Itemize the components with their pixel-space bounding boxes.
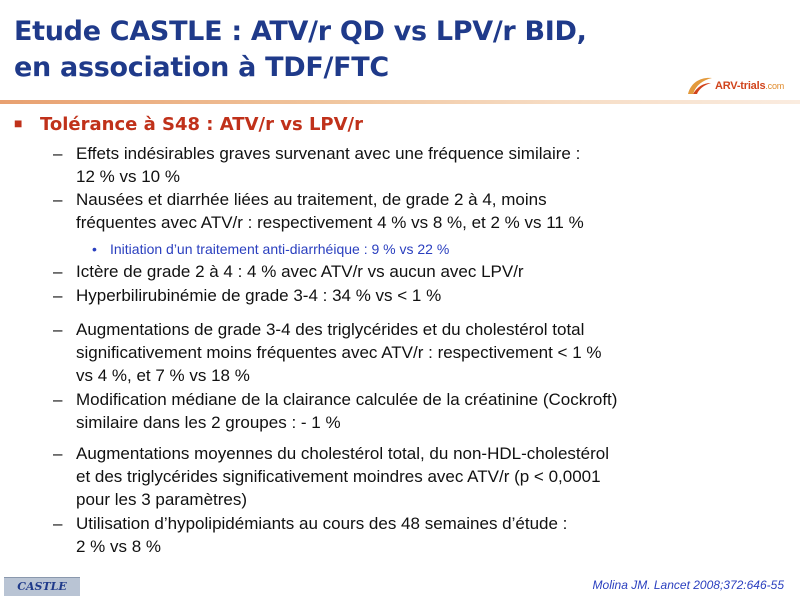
list-item-text [76, 512, 786, 558]
section-heading: Tolérance à S48 : ATV/r vs LPV/r [40, 114, 363, 135]
list-item-line: Hyperbilirubinémie de grade 3-4 : 34 % vs < 1 % [76, 286, 442, 305]
slide-title-line-1: Etude CASTLE : ATV/r QD vs LPV/r BID, [14, 16, 587, 47]
slide-title [14, 14, 614, 86]
logo-name: ARV-trials [715, 80, 766, 92]
list-item-line: similaire dans les 2 groupes : - 1 % [76, 413, 341, 432]
list-item-line: pour les 3 paramètres) [76, 490, 248, 509]
list-item-text [76, 388, 786, 434]
list-item-line: 2 % vs 8 % [76, 537, 162, 556]
square-bullet-icon: ■ [14, 115, 23, 131]
list-item-line: Utilisation d’hypolipidémiants au cours des 48 semaines d’étude : [76, 514, 568, 533]
sub-list-item-text: Initiation d’un traitement anti-diarrhéique : 9 % vs 22 % [110, 241, 450, 257]
list-item-line: Modification médiane de la clairance calculée de la créatinine (Cockroft) [76, 390, 618, 409]
header-rule [0, 100, 800, 104]
list-item-line: Augmentations moyennes du cholestérol total, du non-HDL-cholestérol [76, 444, 609, 463]
list-item-line: Effets indésirables graves survenant avec une fréquence similaire : [76, 144, 581, 163]
dash-bullet: – [53, 286, 63, 305]
list-item-text [76, 188, 786, 234]
list-item-line: Nausées et diarrhée liées au traitement, de grade 2 à 4, moins [76, 190, 547, 209]
list-item-line: 12 % vs 10 % [76, 167, 180, 186]
list-item-text [76, 142, 786, 188]
dash-bullet: – [53, 390, 63, 409]
castle-badge: CASTLE [4, 577, 80, 596]
logo-swoosh-icon [685, 74, 715, 98]
list-item-line: Augmentations de grade 3-4 des triglycérides et du cholestérol total [76, 320, 585, 339]
dash-bullet: – [53, 190, 63, 209]
list-item-text [76, 260, 786, 283]
logo-suffix: .com [765, 81, 785, 91]
list-item-text [76, 284, 786, 307]
dash-bullet: – [53, 444, 63, 463]
dash-bullet: – [53, 144, 63, 163]
list-item-line: fréquentes avec ATV/r : respectivement 4 % vs 8 %, et 2 % vs 11 % [76, 213, 584, 232]
slide-title-line-2: en association à TDF/FTC [14, 52, 389, 83]
list-item-line: vs 4 %, et 7 % vs 18 % [76, 366, 250, 385]
dot-bullet: • [92, 241, 97, 257]
arv-trials-logo [685, 74, 784, 98]
logo-text [715, 80, 784, 92]
reference-citation: Molina JM. Lancet 2008;372:646-55 [592, 578, 784, 592]
list-item-text [76, 442, 786, 511]
dash-bullet: – [53, 514, 63, 533]
list-item-text [76, 318, 786, 387]
dash-bullet: – [53, 262, 63, 281]
list-item-line: Ictère de grade 2 à 4 : 4 % avec ATV/r vs aucun avec LPV/r [76, 262, 524, 281]
list-item-line: et des triglycérides significativement moindres avec ATV/r (p < 0,0001 [76, 467, 601, 486]
list-item-line: significativement moins fréquentes avec ATV/r : respectivement < 1 % [76, 343, 602, 362]
dash-bullet: – [53, 320, 63, 339]
